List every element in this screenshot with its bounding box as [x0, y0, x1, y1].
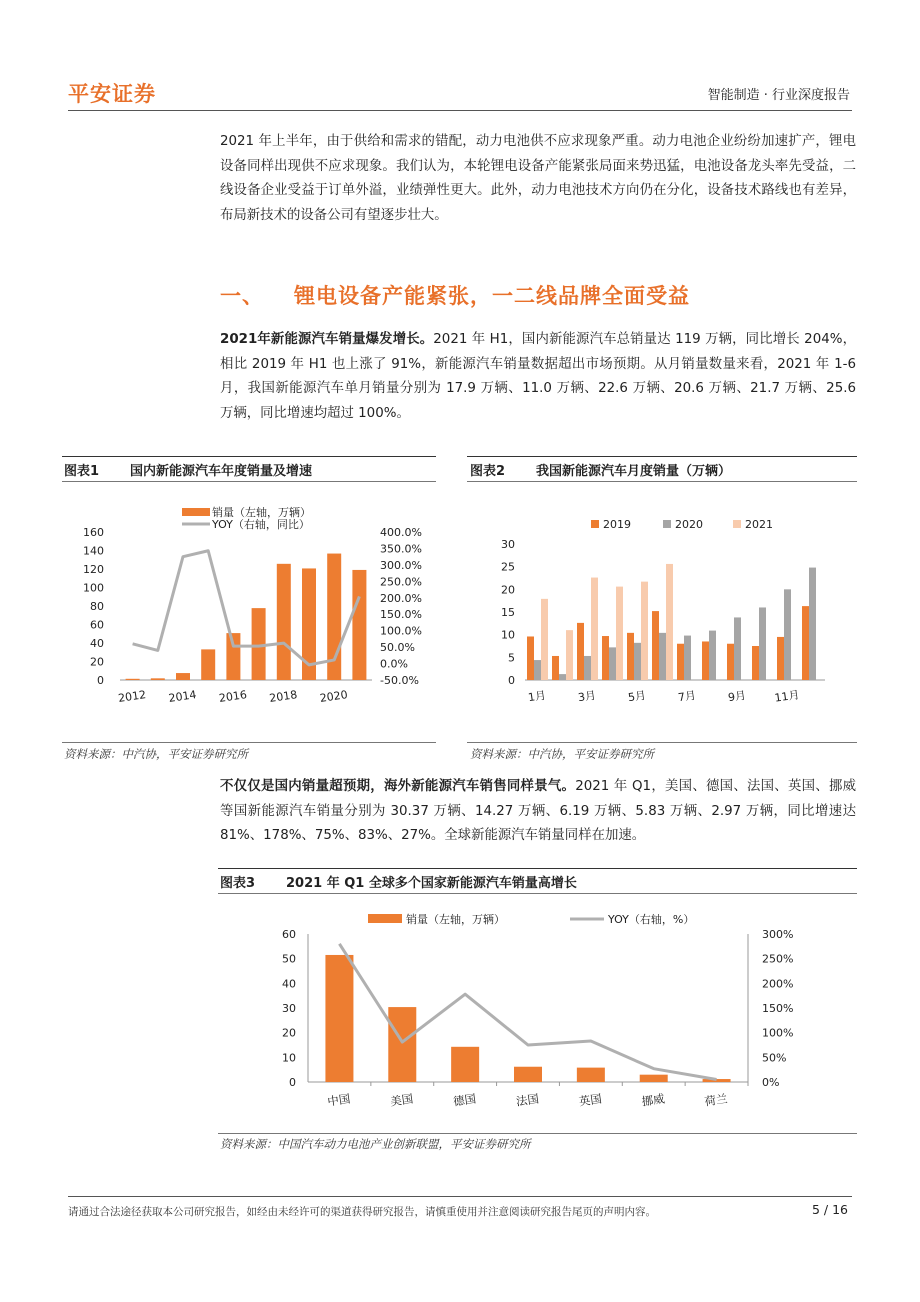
paragraph-3-body: 2021 年 Q1，美国、德国、法国、英国、挪威等国新能源汽车销量分别为 30.37 万辆、14.27 万辆、6.19 万辆、5.83 万辆、2.97 万辆，同比增速达 81%、178%、75%、83%、27%。全球新能源汽车销量同样在加速。	[220, 779, 857, 844]
figure3-source-rule	[218, 1133, 857, 1134]
figure3-legend-bar-swatch	[368, 914, 402, 923]
figure1-x-tick-label: 2012	[117, 688, 147, 705]
figure2-x-tick-label: 5月	[627, 688, 647, 705]
figure2-x-tick-label: 1月	[527, 688, 547, 705]
company-logo: 平安证券	[68, 82, 156, 106]
figure3-left-tick-label: 60	[282, 928, 296, 941]
figure2-bar-2019-11月	[777, 637, 784, 680]
figure2-y-tick-label: 0	[508, 674, 515, 687]
figure2-y-tick-label: 15	[501, 606, 515, 619]
figure3-x-tick-label: 法国	[515, 1091, 540, 1109]
figure2-y-tick-label: 20	[501, 583, 515, 597]
figure1-left-tick-label: 40	[90, 637, 104, 650]
figure3-bar-挪威	[640, 1075, 668, 1082]
figure2-bar-2021-3月	[591, 578, 598, 680]
figure3-right-tick-label: 50%	[762, 1051, 787, 1065]
figure1-bar-2018	[277, 564, 291, 680]
figure2-legend-label-2021: 2021	[745, 518, 773, 531]
paragraph-2	[220, 328, 856, 426]
figure1-left-tick-label: 80	[90, 600, 104, 613]
figure2-bar-2021-4月	[616, 587, 623, 680]
figure2-bar-2019-9月	[727, 644, 734, 680]
figure1-x-tick-label: 2014	[167, 688, 198, 705]
figure1-right-tick-label: 200.0%	[380, 591, 422, 605]
figure2-bar-2021-6月	[666, 564, 673, 680]
figure3-bar-德国	[451, 1047, 479, 1082]
figure2-bar-2020-2月	[559, 674, 566, 680]
figure3-right-tick-label: 300%	[762, 928, 794, 941]
figure1-left-tick-label: 160	[83, 526, 104, 539]
figure2-bar-2020-8月	[709, 631, 716, 680]
figure2-legend-swatch-2021	[733, 520, 741, 528]
figure2-bar-2019-3月	[577, 623, 584, 680]
figure1-label: 图表1	[64, 464, 100, 479]
figure2-y-tick-label: 10	[501, 628, 515, 642]
figure3-title-text: 2021 年 Q1 全球多个国家新能源汽车销量高增长	[286, 876, 577, 891]
figure3-x-tick-label: 美国	[389, 1091, 415, 1109]
figure2-bar-2021-5月	[641, 582, 648, 680]
figure1-left-tick-label: 0	[97, 674, 104, 687]
figure2-bar-2019-8月	[702, 641, 709, 680]
paragraph-2-body: 2021 年 H1，国内新能源汽车总销量达 119 万辆，同比增长 204%，相比 2019 年 H1 也上涨了 91%，新能源汽车销量数据超出市场预期。从月销量数量来看，2021 年 1-6 月，我国新能源汽车单月销量分别为 17.9 万辆、11.0 万辆、22.6 万辆、20.6 万辆、21.7 万辆、25.6 万辆，同比增速均超过 100%。	[220, 332, 856, 421]
figure1-bar-2016	[226, 633, 240, 680]
section-heading	[220, 280, 690, 310]
figure3-source: 资料来源：中国汽车动力电池产业创新联盟，平安证券研究所	[220, 1137, 531, 1151]
footer-disclaimer: 请通过合法途径获取本公司研究报告，如经由未经许可的渠道获得研究报告，请慎重使用并注意阅读研究报告尾页的声明内容。	[68, 1206, 656, 1218]
figure3-left-tick-label: 0	[289, 1076, 296, 1089]
figure1-left-tick-label: 60	[90, 618, 104, 632]
figure2-bar-2020-7月	[684, 636, 691, 680]
figure1-top-rule	[62, 456, 436, 457]
section-title: 锂电设备产能紧张，一二线品牌全面受益	[294, 284, 690, 308]
figure3-left-tick-label: 20	[282, 1026, 296, 1040]
figure2-top-rule	[467, 456, 857, 457]
figure1-source: 资料来源：中汽协，平安证券研究所	[64, 747, 248, 761]
figure3-right-tick-label: 0%	[762, 1076, 780, 1089]
figure1-right-tick-label: -50.0%	[380, 674, 419, 687]
figure1-right-tick-label: 400.0%	[380, 526, 422, 539]
figure1-x-tick-label: 2016	[218, 688, 248, 705]
figure1-right-tick-label: 300.0%	[380, 558, 422, 572]
figure2-bar-2020-12月	[809, 568, 816, 680]
figure3-chart	[218, 894, 857, 1130]
figure2-bar-2019-5月	[627, 633, 634, 680]
figure2-bar-2019-4月	[602, 636, 609, 680]
figure2-bar-2019-6月	[652, 611, 659, 680]
figure1-x-tick-label: 2020	[318, 688, 349, 705]
figure2-y-tick-label: 30	[501, 538, 515, 551]
header-divider	[68, 110, 852, 111]
figure1-bar-2014	[176, 673, 190, 680]
report-type: 智能制造 · 行业深度报告	[707, 88, 850, 103]
figure3-x-tick-label: 德国	[452, 1091, 477, 1109]
figure3-right-tick-label: 100%	[762, 1026, 794, 1040]
figure1-left-tick-label: 20	[90, 655, 104, 669]
figure1-bar-2015	[201, 649, 215, 680]
intro-paragraph: 2021 年上半年，由于供给和需求的错配，动力电池供不应求现象严重。动力电池企业纷纷加速扩产，锂电设备同样出现供不应求现象。我们认为，本轮锂电设备产能紧张局面来势迅猛，电池设备龙头率先受益，二线设备企业受益于订单外溢，业绩弹性更大。此外，动力电池技术方向仍在分化，设备技术路线也有差异，布局新技术的设备公司有望逐步壮大。	[220, 134, 856, 223]
figure1-legend-bar-swatch	[182, 508, 210, 516]
figure2-y-tick-label: 5	[508, 651, 515, 665]
figure3-left-tick-label: 10	[282, 1051, 296, 1065]
figure3-x-tick-label: 挪威	[640, 1091, 666, 1109]
figure1-legend-bar-label: 销量（左轴，万辆）	[212, 506, 311, 519]
figure2-x-tick-label: 9月	[727, 688, 747, 705]
figure2-title	[470, 460, 731, 479]
figure2-source: 资料来源：中汽协，平安证券研究所	[470, 747, 654, 761]
figure3-x-tick-label: 英国	[577, 1091, 603, 1109]
figure1-left-tick-label: 100	[83, 581, 104, 595]
figure1-right-tick-label: 350.0%	[380, 542, 422, 556]
figure1-left-tick-label: 120	[83, 563, 104, 576]
figure2-bar-2020-4月	[609, 647, 616, 680]
figure1-yoy-line	[133, 551, 360, 665]
paragraph-2-lead: 2021年新能源汽车销量爆发增长。	[220, 332, 434, 347]
paragraph-3-lead: 不仅仅是国内销量超预期，海外新能源汽车销售同样景气。	[220, 779, 576, 794]
figure1-right-tick-label: 250.0%	[380, 575, 422, 589]
figure3-title	[220, 872, 577, 891]
figure1-right-tick-label: 0.0%	[380, 657, 408, 671]
figure2-bar-2020-10月	[759, 607, 766, 680]
paragraph-3	[220, 775, 856, 849]
figure2-bar-2020-6月	[659, 633, 666, 680]
figure3-legend-line-label: YOY（右轴，%）	[608, 913, 695, 926]
figure2-legend-label-2020: 2020	[675, 518, 703, 531]
figure1-left-tick-label: 140	[83, 544, 104, 558]
figure2-label: 图表2	[470, 464, 506, 479]
figure1-x-tick-label: 2018	[268, 688, 299, 705]
figure2-bar-2019-10月	[752, 646, 759, 680]
page-number: 5 / 16	[811, 1202, 848, 1217]
figure1-bar-2012	[126, 679, 140, 680]
figure2-bar-2020-3月	[584, 656, 591, 680]
figure3-right-tick-label: 150%	[762, 1002, 794, 1015]
figure2-bar-2021-1月	[541, 599, 548, 680]
figure3-left-tick-label: 50	[282, 952, 296, 966]
figure1-source-rule	[62, 742, 436, 743]
figure3-label: 图表3	[220, 876, 256, 891]
figure1-title-text: 国内新能源汽车年度销量及增速	[130, 464, 313, 479]
figure2-bar-2019-1月	[527, 636, 534, 680]
figure2-legend-swatch-2019	[591, 520, 599, 528]
figure2-bar-2021-2月	[566, 630, 573, 680]
figure2-bar-2020-9月	[734, 617, 741, 680]
section-number: 一、	[220, 284, 264, 308]
figure2-bar-2019-7月	[677, 644, 684, 680]
figure1-legend-line-label: YOY（右轴，同比）	[212, 518, 310, 531]
figure2-legend-label-2019: 2019	[603, 518, 631, 531]
figure2-bar-2019-12月	[802, 606, 809, 680]
figure3-legend-bar-label: 销量（左轴，万辆）	[406, 913, 505, 926]
figure3-bar-美国	[388, 1007, 416, 1082]
figure3-left-tick-label: 30	[282, 1002, 296, 1015]
figure2-x-tick-label: 3月	[577, 688, 597, 705]
figure2-bar-2020-11月	[784, 589, 791, 680]
figure2-x-tick-label: 7月	[677, 688, 697, 705]
figure1-title	[64, 460, 312, 479]
figure1-right-tick-label: 100.0%	[380, 624, 422, 638]
figure3-right-tick-label: 200%	[762, 977, 794, 991]
figure2-legend-swatch-2020	[663, 520, 671, 528]
figure3-bar-英国	[577, 1068, 605, 1082]
figure3-top-rule	[218, 868, 857, 869]
figure2-y-tick-label: 25	[501, 560, 515, 574]
figure1-right-tick-label: 50.0%	[380, 641, 415, 655]
footer-divider	[68, 1196, 852, 1197]
figure2-bar-2020-1月	[534, 660, 541, 680]
figure2-x-tick-label: 11月	[773, 688, 801, 705]
figure2-title-text: 我国新能源汽车月度销量（万辆）	[536, 464, 732, 479]
figure1-chart	[62, 482, 436, 740]
figure1-bar-2021	[352, 570, 366, 680]
figure2-bar-2020-5月	[634, 643, 641, 680]
figure2-chart	[467, 482, 857, 740]
figure3-bar-中国	[325, 955, 353, 1082]
figure3-x-tick-label: 中国	[326, 1091, 352, 1109]
figure3-left-tick-label: 40	[282, 977, 296, 991]
figure2-source-rule	[467, 742, 857, 743]
figure3-right-tick-label: 250%	[762, 952, 794, 966]
figure1-bar-2013	[151, 678, 165, 680]
figure1-right-tick-label: 150.0%	[380, 608, 422, 622]
figure3-x-tick-label: 荷兰	[703, 1091, 729, 1109]
figure3-bar-法国	[514, 1067, 542, 1082]
figure2-bar-2019-2月	[552, 656, 559, 680]
